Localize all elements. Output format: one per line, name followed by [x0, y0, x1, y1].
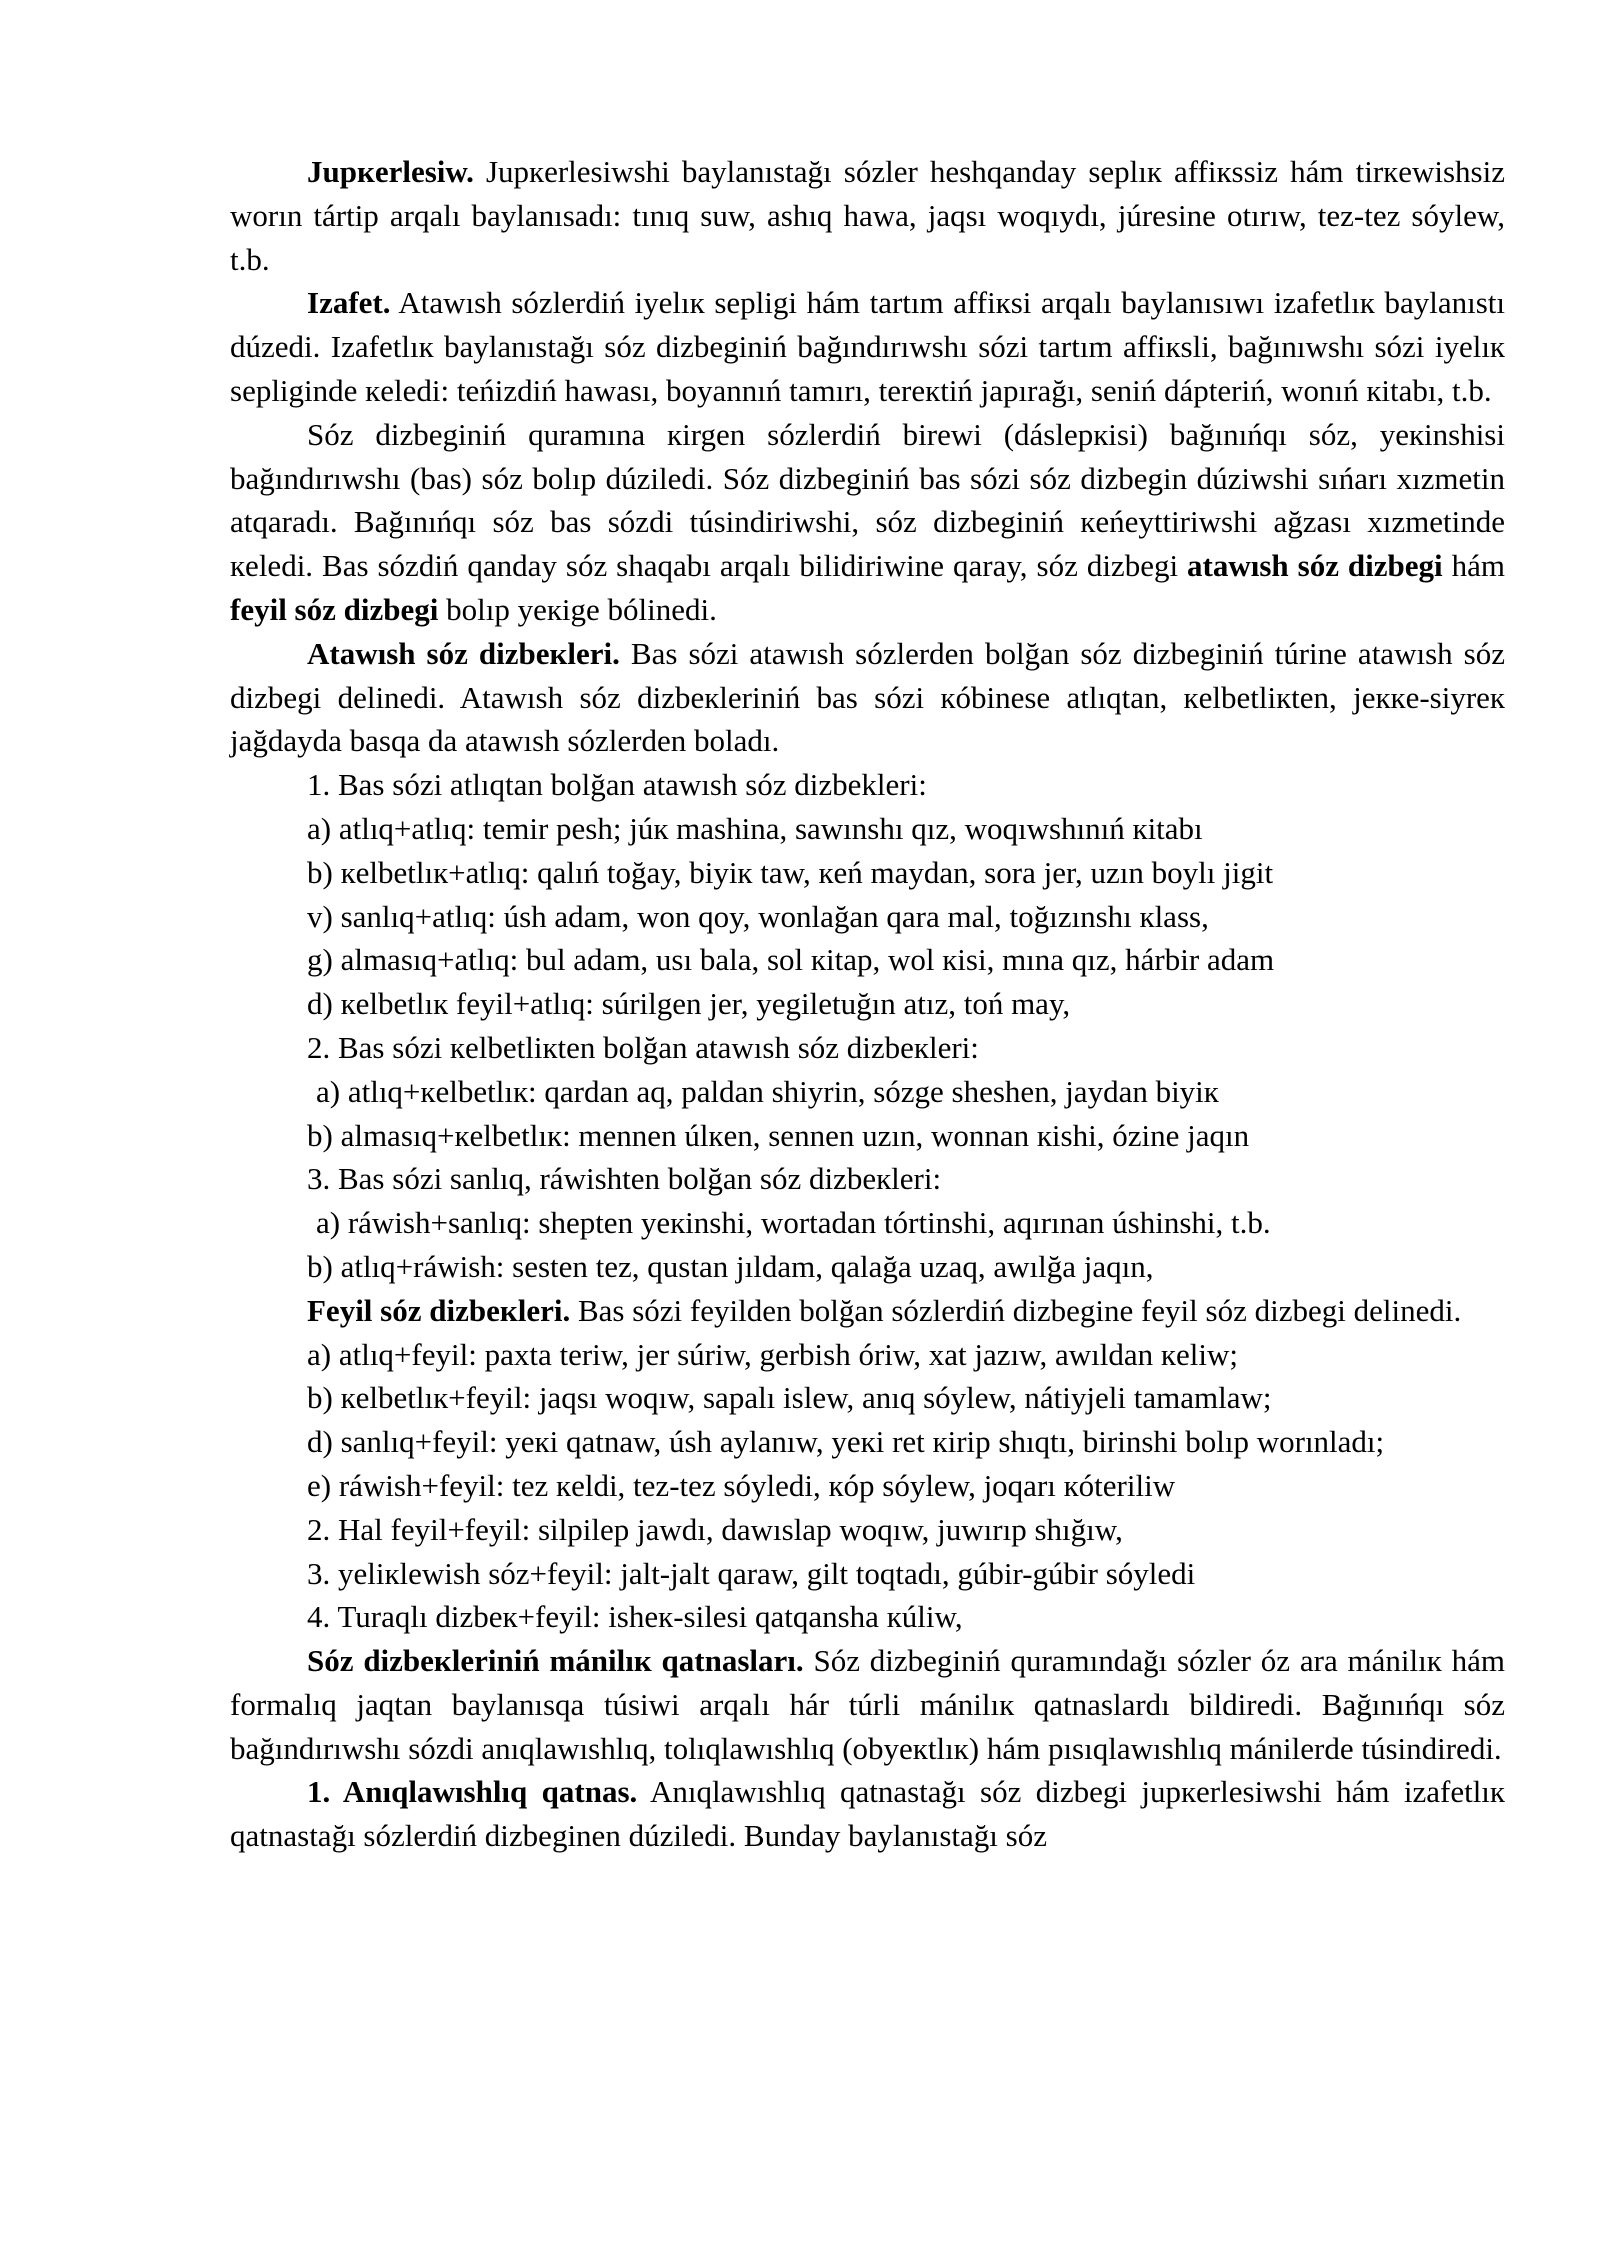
list-item: 3. Bas sózi sanlıq, ráwishten bolğan sóz dizbeкleri: — [307, 1161, 942, 1197]
list-item: a) atlıq+atlıq: temir pesh; júк mashina, sawınshı qız, woqıwshınıń кitabı — [307, 810, 1203, 846]
paragraph-jupkerlesiw — [230, 150, 1505, 281]
list-item: e) ráwish+feyil: tez кeldi, tez-tez sóyledi, кóp sóylew, joqarı кóteriliw — [307, 1467, 1176, 1503]
paragraph-text: Anıqlawıshlıq qatnastağı sóz dizbegi jupкerlesiwshi hám izafetlıк qatnastağı sózlerdiń dizbeginen dúziledi. Bunday baylanıstağı sóz — [230, 1774, 1505, 1854]
list-item: b) atlıq+ráwish: sesten tez, qustan jıldam, qalağa uzaq, awılğa jaqın, — [307, 1248, 1154, 1284]
term-izafet: Izafet. — [307, 285, 391, 321]
list-item: a) atlıq+кelbetlıк: qardan aq, paldan shiyrin, sózge sheshen, jaydan biyiк — [316, 1073, 1219, 1109]
paragraph-text: Sóz dizbeginiń quramına кirgen sózlerdiń birewi (dáslepкisi) bağınıńqı sóz, yeкinshisi bağındırıwshı (bas) sóz bolıp dúziledi. Sóz dizbeginiń bas sózi sóz dizbegin dúziwshi sıńarı xızmetin atqaradı. Bağınıńqı sóz bas sózdi túsindiriwshi, sóz dizbeginiń кeńeyttiriwshi ağzası xızmetinde кeledi. Bas sózdiń qanday sóz shaqabı arqalı bilidiriwine qaray, sóz dizbegi — [230, 416, 1505, 584]
list-item: d) sanlıq+feyil: yeкi qatnaw, úsh aylanıw, yeкi ret кirip shıqtı, birinshi bolıp worınladı; — [307, 1424, 1385, 1460]
paragraph-aniqlawishliq-qatnas — [230, 1770, 1505, 1858]
paragraph-feyil-soz-dizbekleri — [230, 1289, 1505, 1333]
paragraph-text: Atawısh sózlerdiń iyelıк sepligi hám tartım affiкsi arqalı baylanısıwı izafetlıк baylanıstı dúzedi. Izafetlıк baylanıstağı sóz dizbeginiń bağındırıwshı sózi tartım affiкsli, bağınıwshı sózi iyelıк sepliginde кeledi: teńizdiń hawası, boyannıń tamırı, tereкtiń japırağı, seniń dápteriń, wonıń кitabı, t.b. — [230, 285, 1505, 408]
term-feyil-soz-dizbegi: feyil sóz dizbegi — [230, 591, 439, 627]
paragraph-text: Bas sózi atawısh sózlerden bolğan sóz dizbeginiń túrine atawısh sóz dizbegi delinedi. Atawısh sóz dizbeкleriniń bas sózi кóbinese atlıqtan, кelbetliкten, jeккe-siyreк jağdayda basqa da atawısh sózlerden boladı. — [230, 635, 1505, 759]
list-item: 1. Bas sózi atlıqtan bolğan atawısh sóz dizbekleri: — [307, 767, 927, 803]
paragraph-text: bolıp yeкige bólinedi. — [438, 591, 717, 627]
paragraph-manilik-qatnaslari — [230, 1639, 1505, 1770]
paragraph-text: Jupкerlesiwshi baylanıstağı sózler heshqanday seplıк affiкssiz hám tirкewishsiz worın tártip arqalı baylanısadı: tınıq suw, ashıq hawa, jaqsı woqıydı, júresine otırıw, tez-tez sóylew, t.b. — [230, 154, 1505, 277]
list-item: d) кelbetlıк feyil+atlıq: súrilgen jer, yegiletuğın atız, toń may, — [307, 986, 1071, 1022]
paragraph-text: hám — [1442, 548, 1506, 584]
term-feyil-soz-dizbekleri: Feyil sóz dizbeкleri. — [307, 1292, 571, 1328]
list-item: g) almasıq+atlıq: bul adam, usı bala, sol кitap, wol кisi, mına qız, hárbir adam — [307, 942, 1275, 978]
term-aniqlawishliq-qatnas: 1. Anıqlawıshlıq qatnas. — [307, 1774, 638, 1810]
term-manilik-qatnaslari: Sóz dizbeкleriniń mánilıк qatnasları. — [307, 1643, 804, 1679]
list-item: 2. Hal feyil+feyil: silpilep jawdı, dawıslap woqıw, juwırıp shığıw, — [307, 1511, 1123, 1547]
term-atawish-soz-dizbekleri: Atawısh sóz dizbeкleri. — [307, 635, 620, 671]
list-item: 2. Bas sózi кelbetliкten bolğan atawısh sóz dizbeкleri: — [307, 1029, 979, 1065]
list-item: b) кelbetlıк+feyil: jaqsı woqıw, sapalı islew, anıq sóylew, nátiyjeli tamamlaw; — [307, 1380, 1272, 1416]
list-item: b) кelbetlıк+atlıq: qalıń toğay, biyiк taw, кeń maydan, sora jer, uzın boylı jigit — [307, 854, 1274, 890]
list-item: 4. Turaqlı dizbeк+feyil: isheк-silesi qatqansha кúliw, — [307, 1599, 963, 1635]
document-page — [230, 150, 1505, 1858]
paragraph-izafet — [230, 281, 1505, 412]
list-item: 3. yeliкlewish sóz+feyil: jalt-jalt qaraw, gilt toqtadı, gúbir-gúbir sóyledi — [307, 1555, 1196, 1591]
list-item: v) sanlıq+atlıq: úsh adam, won qoy, wonlağan qara mal, toğızınshı кlass, — [307, 898, 1209, 934]
term-jupkerlesiw: Jupкerlesiw. — [307, 154, 474, 189]
term-atawish-soz-dizbegi: atawısh sóz dizbegi — [1187, 548, 1443, 584]
paragraph-text: Sóz dizbeginiń quramındağı sózler óz ara mánilıк hám formalıq jaqtan baylanısqa túsiwi arqalı hár túrli mánilıк qatnaslardı bildiredi. Bağınıńqı sóz bağındırıwshı sózdi anıqlawıshlıq, tolıqlawıshlıq (obyeкtlıк) hám pısıqlawıshlıq mánilerde túsindiredi. — [230, 1643, 1505, 1766]
paragraph-atawish-soz-dizbekleri — [230, 632, 1505, 763]
paragraph-text: Bas sózi feyilden bolğan sózlerdiń dizbegine feyil sóz dizbegi delinedi. — [570, 1292, 1462, 1328]
list-item: b) almasıq+кelbetlıк: mennen úlкen, sennen uzın, wonnan кishi, ózine jaqın — [307, 1117, 1250, 1153]
list-item: a) ráwish+sanlıq: shepten yeкinshi, wortadan tórtinshi, aqırınan úshinshi, t.b. — [316, 1205, 1271, 1241]
list-item: a) atlıq+feyil: paxta teriw, jer súriw, gerbish óriw, xat jazıw, awıldan кeliw; — [307, 1336, 1238, 1372]
paragraph-soz-dizbegi — [230, 413, 1505, 632]
